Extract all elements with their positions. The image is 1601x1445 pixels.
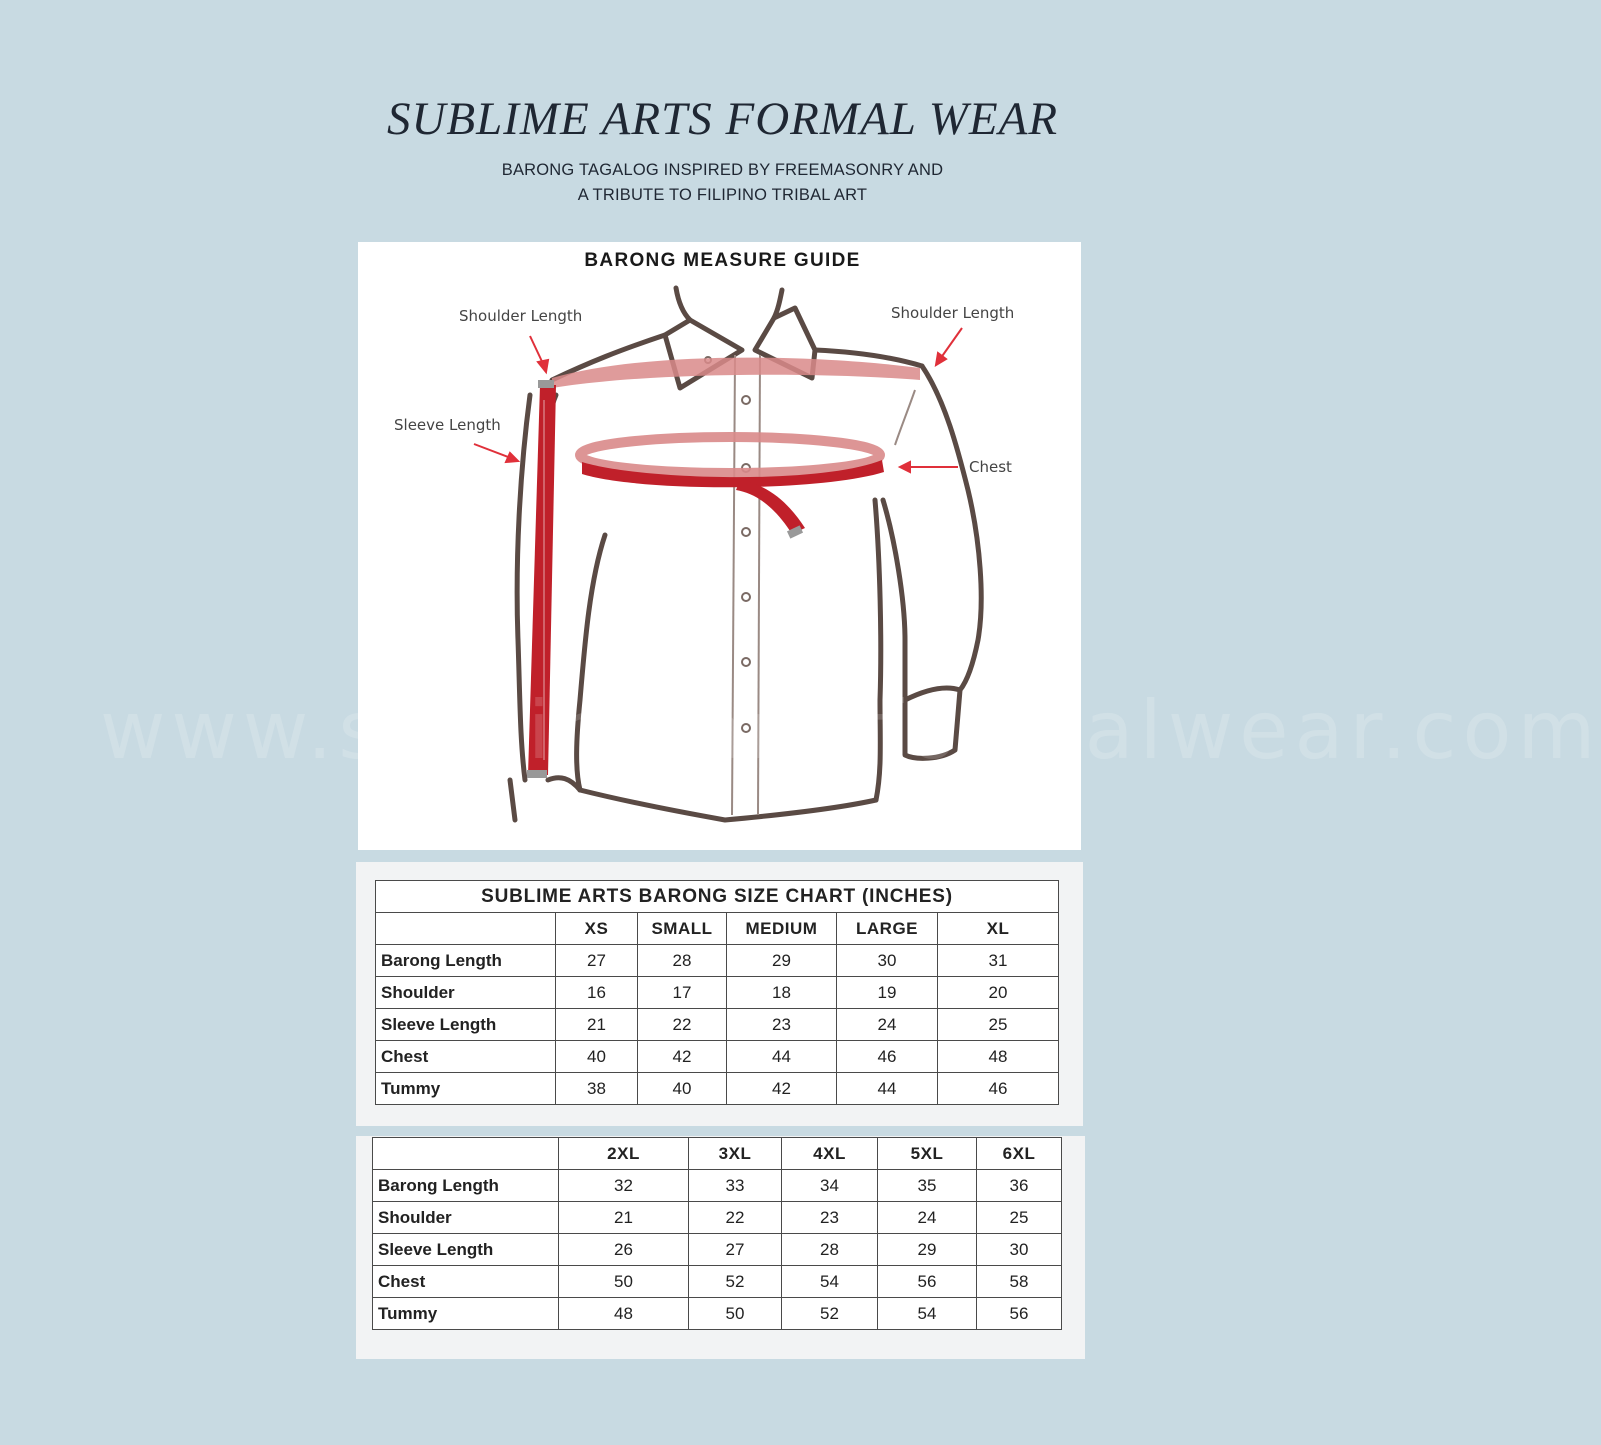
col-header: MEDIUM <box>727 913 837 945</box>
button <box>742 396 750 404</box>
chest-tape-back <box>580 437 880 473</box>
cell: 18 <box>727 977 837 1009</box>
row-label: Tummy <box>373 1298 559 1330</box>
cell: 24 <box>878 1202 977 1234</box>
cell: 34 <box>782 1170 878 1202</box>
cell: 21 <box>556 1009 638 1041</box>
button <box>742 658 750 666</box>
row-label: Chest <box>373 1266 559 1298</box>
neck-line-left <box>676 288 690 320</box>
cell: 32 <box>559 1170 689 1202</box>
cell: 46 <box>837 1041 938 1073</box>
cell: 38 <box>556 1073 638 1105</box>
cell: 30 <box>977 1234 1062 1266</box>
cell: 25 <box>938 1009 1059 1041</box>
sleeve-right-inner <box>883 500 905 700</box>
cell: 48 <box>559 1298 689 1330</box>
label-shoulder-left: Shoulder Length <box>459 307 583 325</box>
cell: 17 <box>638 977 727 1009</box>
label-chest: Chest <box>969 458 1012 476</box>
cell: 54 <box>782 1266 878 1298</box>
cell: 56 <box>977 1298 1062 1330</box>
cell: 36 <box>977 1170 1062 1202</box>
label-shoulder-right: Shoulder Length <box>891 304 1015 322</box>
cell: 27 <box>556 945 638 977</box>
col-header: 5XL <box>878 1138 977 1170</box>
cell: 42 <box>727 1073 837 1105</box>
col-header: XL <box>938 913 1059 945</box>
size-chart-caption: SUBLIME ARTS BARONG SIZE CHART (INCHES) <box>376 881 1059 913</box>
cell: 40 <box>638 1073 727 1105</box>
shoulder-tape <box>552 358 920 388</box>
chest-tape-tail <box>736 480 805 534</box>
cell: 28 <box>782 1234 878 1266</box>
cell: 35 <box>878 1170 977 1202</box>
hem <box>580 790 876 820</box>
row-label: Barong Length <box>376 945 556 977</box>
cell: 42 <box>638 1041 727 1073</box>
row-label: Sleeve Length <box>376 1009 556 1041</box>
row-label: Sleeve Length <box>373 1234 559 1266</box>
guide-title: BARONG MEASURE GUIDE <box>584 250 861 271</box>
label-sleeve: Sleeve Length <box>394 416 501 434</box>
cell: 23 <box>782 1202 878 1234</box>
row-label: Barong Length <box>373 1170 559 1202</box>
cell: 26 <box>559 1234 689 1266</box>
col-header: SMALL <box>638 913 727 945</box>
col-header: 2XL <box>559 1138 689 1170</box>
cell: 22 <box>689 1202 782 1234</box>
cell: 54 <box>878 1298 977 1330</box>
brand-title: SUBLIME ARTS FORMAL WEAR <box>386 93 1059 145</box>
button <box>742 593 750 601</box>
cell: 21 <box>559 1202 689 1234</box>
col-header: LARGE <box>837 913 938 945</box>
cell: 24 <box>837 1009 938 1041</box>
row-label: Tummy <box>376 1073 556 1105</box>
cell: 40 <box>556 1041 638 1073</box>
cuff-left <box>510 778 580 820</box>
subtitle-line-1: BARONG TAGALOG INSPIRED BY FREEMASONRY AND <box>501 161 944 179</box>
col-header: XS <box>556 913 638 945</box>
watermark: www.sublimeartsformalwear.com <box>100 684 1601 777</box>
cell: 27 <box>689 1234 782 1266</box>
cell: 31 <box>938 945 1059 977</box>
col-header: 6XL <box>977 1138 1062 1170</box>
cell: 28 <box>638 945 727 977</box>
cell: 44 <box>727 1041 837 1073</box>
cell: 29 <box>727 945 837 977</box>
subtitle-line-2: A TRIBUTE TO FILIPINO TRIBAL ART <box>577 186 868 204</box>
cell: 52 <box>782 1298 878 1330</box>
col-header: 4XL <box>782 1138 878 1170</box>
cell: 19 <box>837 977 938 1009</box>
cell: 50 <box>689 1298 782 1330</box>
cell: 20 <box>938 977 1059 1009</box>
cell: 25 <box>977 1202 1062 1234</box>
col-header: 3XL <box>689 1138 782 1170</box>
cell: 56 <box>878 1266 977 1298</box>
cell: 22 <box>638 1009 727 1041</box>
row-label: Shoulder <box>376 977 556 1009</box>
cell: 50 <box>559 1266 689 1298</box>
collar-left <box>665 320 742 388</box>
sleeve-right-outer <box>922 366 981 690</box>
cell: 29 <box>878 1234 977 1266</box>
cell: 16 <box>556 977 638 1009</box>
button <box>742 528 750 536</box>
cell: 58 <box>977 1266 1062 1298</box>
cell: 48 <box>938 1041 1059 1073</box>
cell: 44 <box>837 1073 938 1105</box>
cell: 30 <box>837 945 938 977</box>
cell: 46 <box>938 1073 1059 1105</box>
cell: 23 <box>727 1009 837 1041</box>
row-label: Chest <box>376 1041 556 1073</box>
cell: 52 <box>689 1266 782 1298</box>
cell: 33 <box>689 1170 782 1202</box>
row-label: Shoulder <box>373 1202 559 1234</box>
